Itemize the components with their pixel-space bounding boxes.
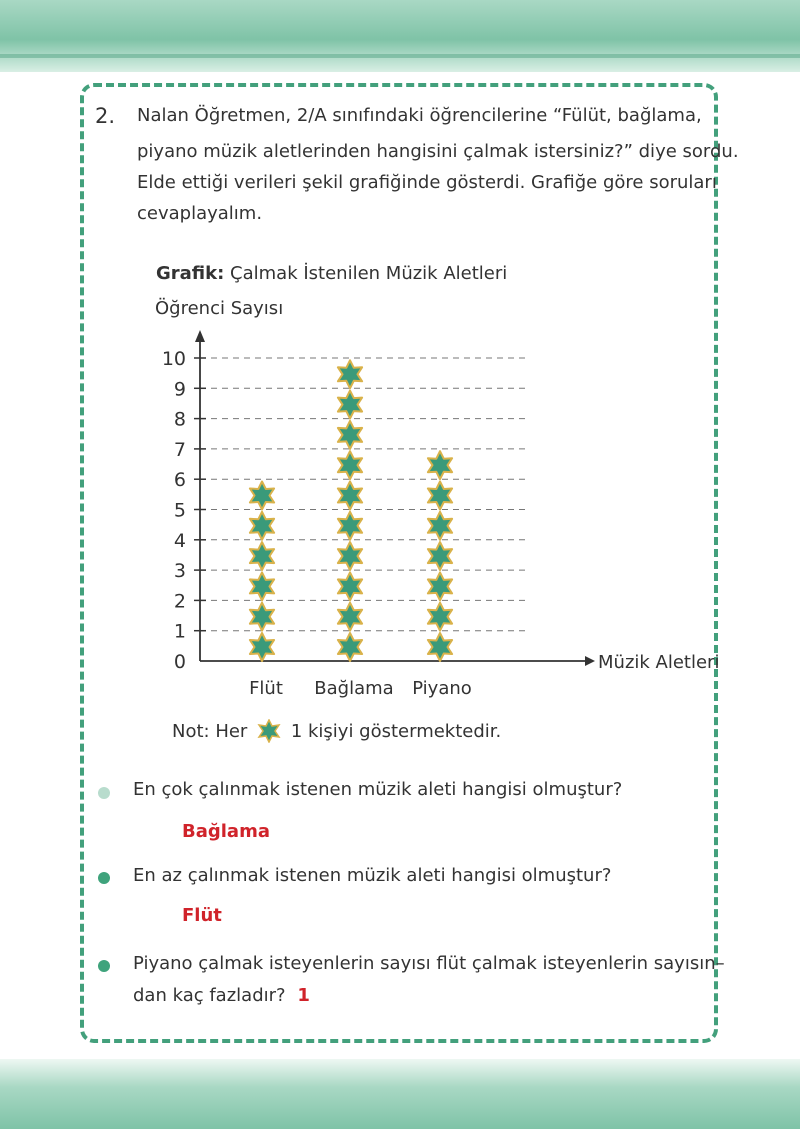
problem-number: 2.	[95, 104, 116, 128]
star-marker	[338, 360, 362, 388]
note-text-before: Not: Her	[172, 721, 248, 742]
star-marker	[250, 482, 274, 510]
star-marker	[250, 633, 274, 661]
star-marker	[428, 542, 452, 570]
y-tick-label: 4	[173, 529, 186, 552]
star-marker	[338, 482, 362, 510]
star-marker	[250, 512, 274, 540]
star-marker	[428, 572, 452, 600]
chart-note	[172, 719, 501, 748]
star-marker	[338, 542, 362, 570]
category-label: Flüt	[249, 678, 283, 699]
category-label: Piyano	[412, 678, 472, 699]
bottom-decorative-band	[0, 1059, 800, 1129]
y-tick-label: 8	[173, 408, 186, 431]
y-tick-label: 9	[173, 378, 186, 401]
question-bullet-3	[98, 960, 110, 972]
question-3-line-2-text: dan kaç fazladır?	[133, 985, 286, 1006]
star-marker	[338, 572, 362, 600]
question-bullet-1	[98, 787, 110, 799]
question-2: En az çalınmak istenen müzik aleti hangisi olmuştur?	[133, 865, 612, 886]
category-label: Bağlama	[314, 678, 394, 699]
star-marker	[428, 633, 452, 661]
y-tick-label: 2	[173, 590, 186, 613]
star-marker	[338, 633, 362, 661]
y-axis-arrow	[195, 330, 205, 342]
x-axis-label: Müzik Aletleri	[598, 652, 720, 673]
problem-text-line-4: cevaplayalım.	[137, 203, 263, 224]
star-marker	[338, 451, 362, 479]
answer-1: Bağlama	[182, 821, 270, 842]
problem-text-line-2: piyano müzik aletlerinden hangisini çalmak istersiniz?” diye sordu.	[137, 141, 739, 162]
answer-2: Flüt	[182, 905, 222, 926]
y-tick-label: 7	[173, 438, 186, 461]
star-marker	[428, 603, 452, 631]
problem-text-line-1: Nalan Öğretmen, 2/A sınıfındaki öğrencilerine “Fülüt, bağlama,	[137, 105, 702, 126]
y-axis-label: Öğrenci Sayısı	[155, 298, 284, 319]
question-bullet-2	[98, 872, 110, 884]
star-marker	[250, 542, 274, 570]
star-marker	[338, 603, 362, 631]
note-text-after: 1 kişiyi göstermektedir.	[290, 721, 502, 742]
x-axis-arrow	[585, 656, 595, 666]
star-marker	[250, 603, 274, 631]
y-tick-label: 0	[173, 651, 186, 673]
question-3-line-2	[133, 985, 310, 1006]
y-tick-label: 1	[173, 620, 186, 643]
question-1: En çok çalınmak istenen müzik aleti hangisi olmuştur?	[133, 779, 623, 800]
y-tick-label: 6	[173, 469, 186, 492]
problem-text-line-3: Elde ettiği verileri şekil grafiğinde gösterdi. Grafiğe göre soruları	[137, 172, 717, 193]
star-marker	[250, 572, 274, 600]
star-marker	[428, 451, 452, 479]
answer-3: 1	[297, 985, 310, 1006]
star-marker	[338, 391, 362, 419]
star-marker	[338, 512, 362, 540]
y-tick-label: 5	[173, 499, 186, 522]
y-tick-label: 3	[173, 560, 186, 583]
star-marker	[428, 512, 452, 540]
chart-title-prefix: Grafik:	[156, 263, 225, 284]
star-marker	[338, 421, 362, 449]
star-marker	[428, 482, 452, 510]
star-icon	[257, 719, 281, 748]
y-tick-label: 10	[161, 348, 186, 370]
question-3-line-1: Piyano çalmak isteyenlerin sayısı flüt çalmak isteyenlerin sayısın–	[133, 953, 725, 974]
chart-title-text: Çalmak İstenilen Müzik Aletleri	[230, 263, 508, 284]
